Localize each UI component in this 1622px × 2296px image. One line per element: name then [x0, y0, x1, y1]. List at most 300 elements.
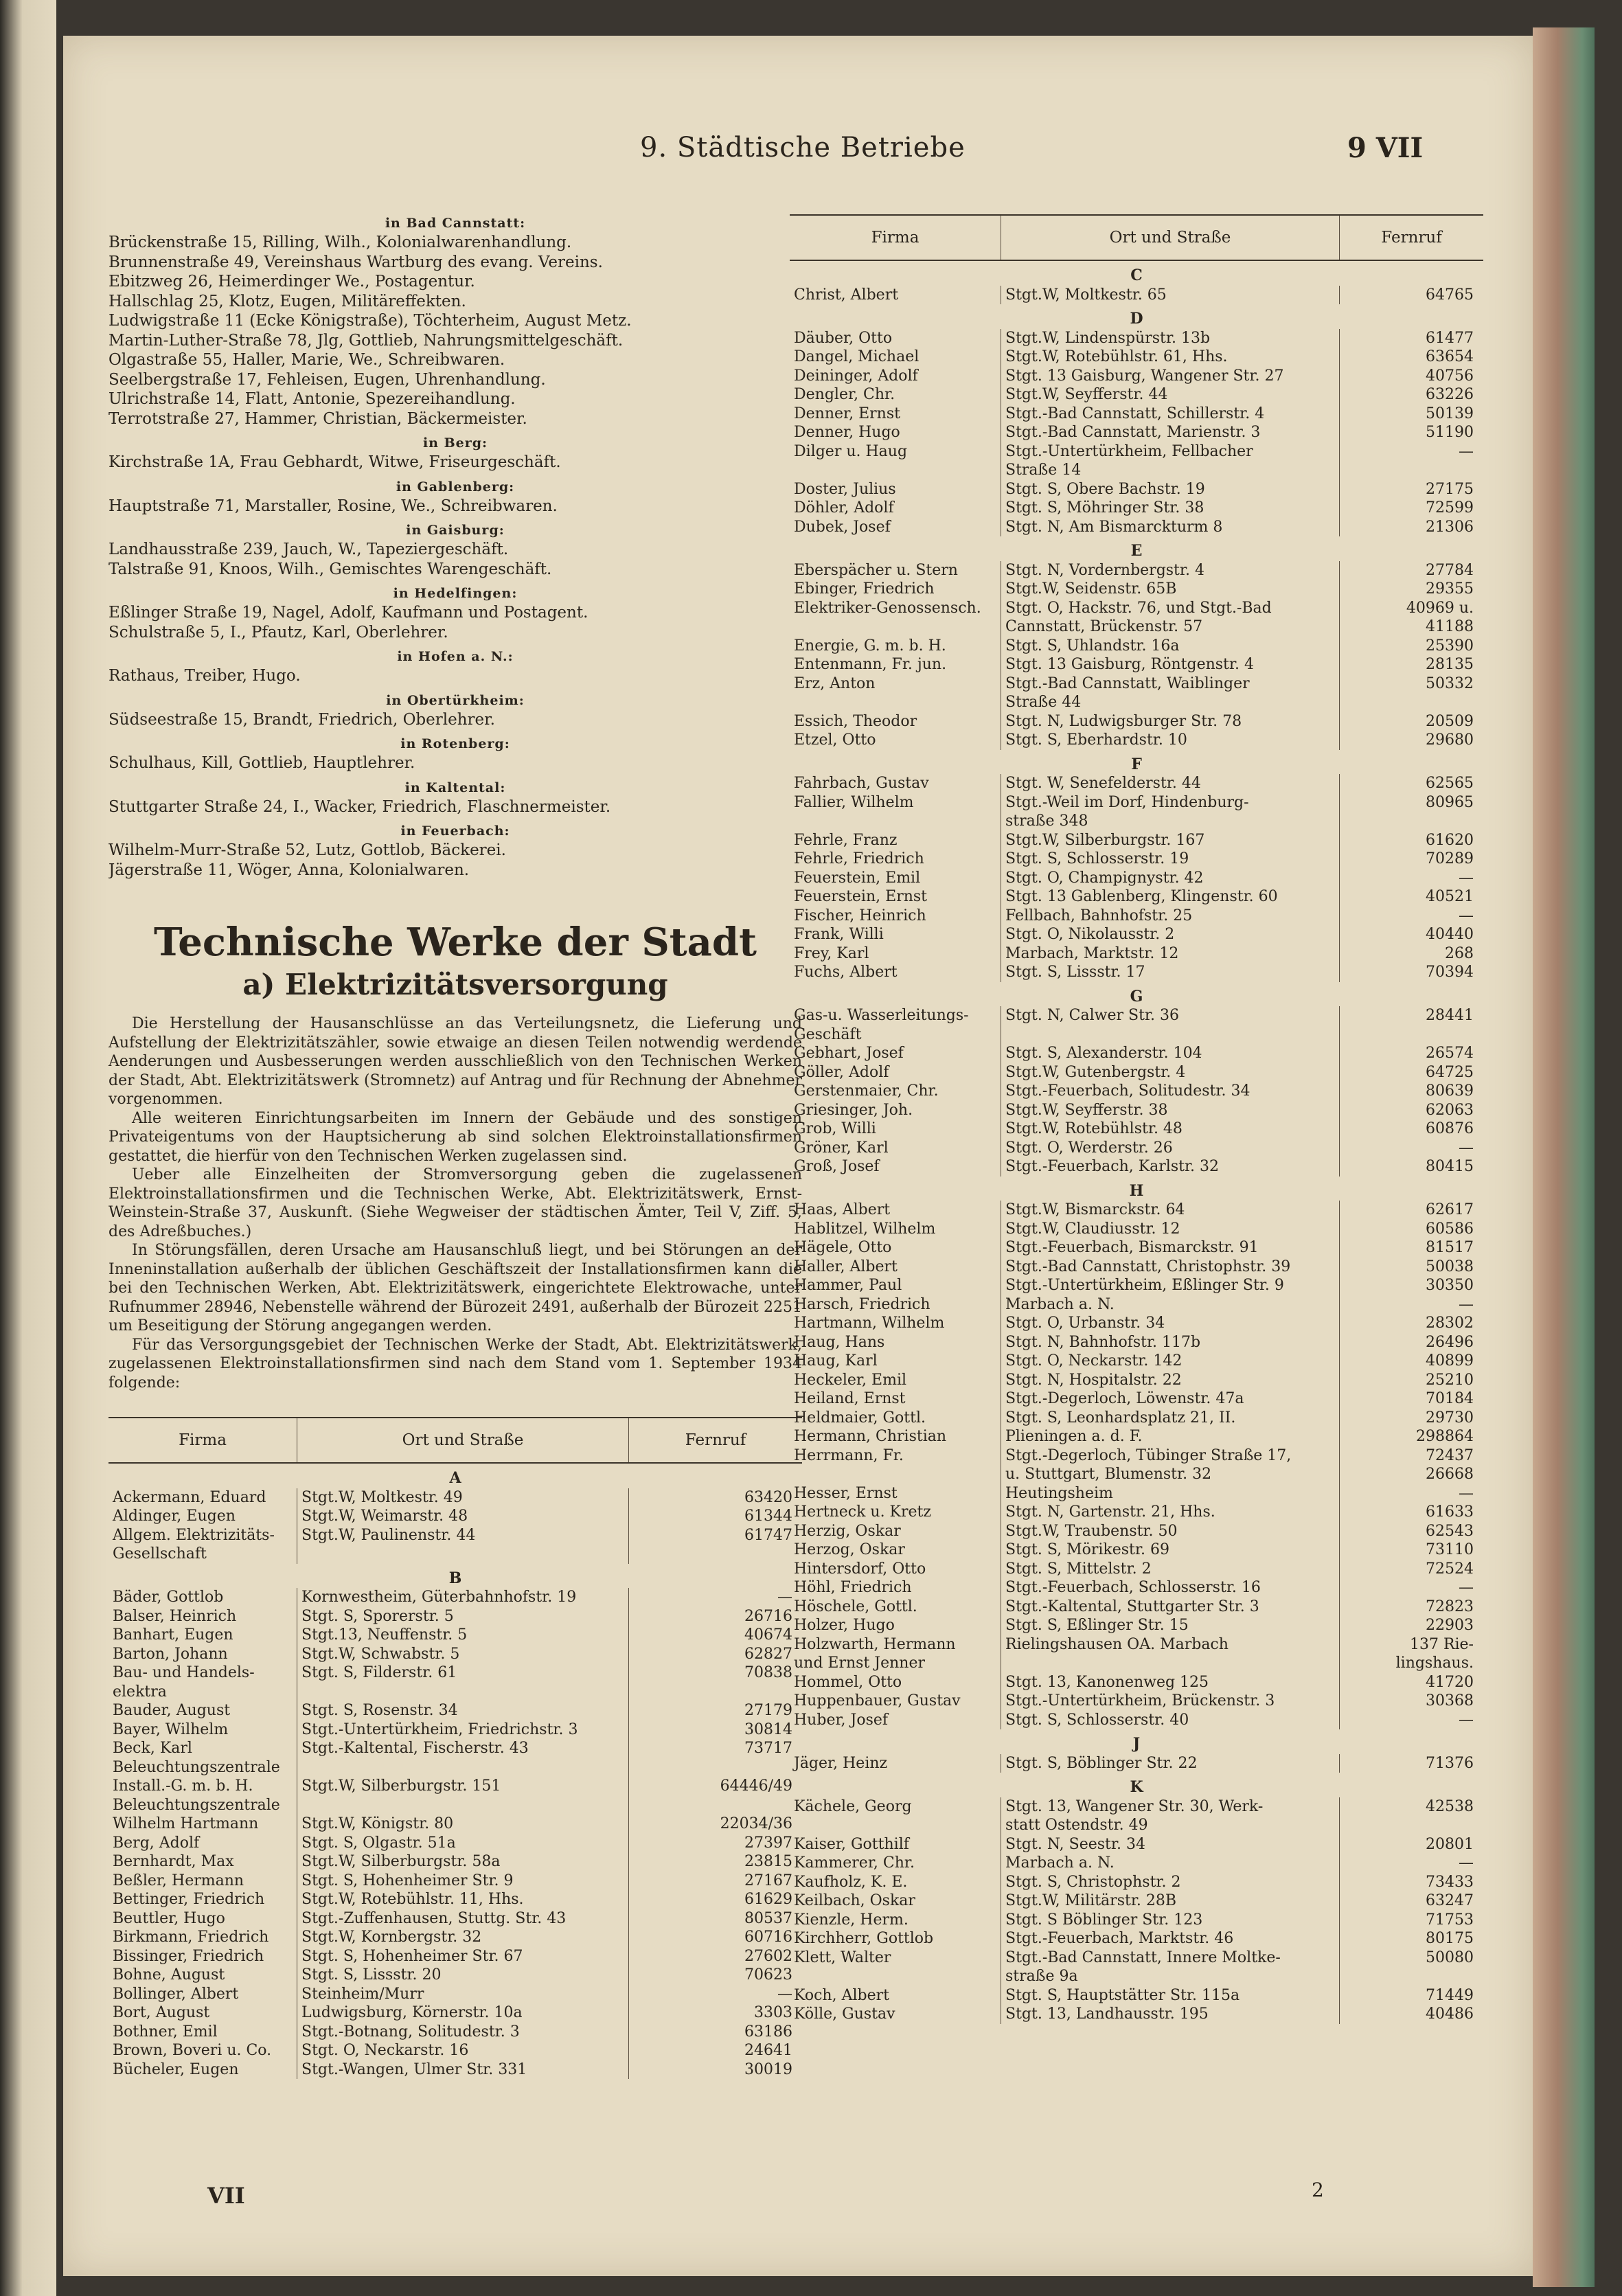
address: Stgt.W, Seidenstr. 65B [1001, 580, 1340, 599]
phone-number: 26716 [629, 1607, 803, 1626]
address: Stgt. S, Christophstr. 2 [1001, 1873, 1340, 1892]
table-row [790, 1967, 1483, 1986]
table-row [790, 518, 1483, 537]
table-row [790, 812, 1483, 831]
firm-name: Essich, Theodor [794, 712, 917, 730]
firm-name: Harsch, Friedrich [794, 1295, 930, 1313]
firm-name: Heldmaier, Gottl. [794, 1409, 926, 1427]
firm-name [790, 812, 1001, 831]
firm-name: Haas, Albert [794, 1201, 891, 1218]
table-row [108, 1815, 802, 1834]
firm-name: Grob, Willi [794, 1120, 876, 1137]
firm-name: Elektriker-Genossensch. [794, 599, 981, 617]
table-row [790, 1371, 1483, 1390]
table-row [790, 580, 1483, 599]
firm-name: Dubek, Josef [794, 518, 891, 536]
table-row [790, 2005, 1483, 2024]
agency-entry: Jägerstraße 11, Wöger, Anna, Kolonialwaren. [108, 861, 470, 879]
address: Stgt. O, Urbanstr. 34 [1001, 1314, 1340, 1333]
phone-number: 64446/49 [629, 1777, 803, 1796]
address: Stgt. S, Lissstr. 17 [1001, 963, 1340, 982]
firm-name [790, 617, 1001, 637]
firm-name: Hertneck u. Kretz [794, 1503, 931, 1521]
table-row [790, 385, 1483, 405]
table-row [790, 1616, 1483, 1635]
firm-name: Hablitzel, Wilhelm [794, 1220, 936, 1238]
phone-number: 30368 [1340, 1692, 1484, 1711]
location-heading: in Obertürkheim: [386, 692, 525, 708]
table-row [790, 1754, 1483, 1773]
table-row [790, 793, 1483, 812]
firm-name: Entenmann, Fr. jun. [794, 656, 947, 673]
address: straße 348 [1001, 812, 1340, 831]
phone-number: 63186 [629, 2023, 803, 2042]
firm-name: Jäger, Heinz [794, 1754, 888, 1772]
firm-name: Holzwarth, Hermann [794, 1635, 956, 1653]
table-row [790, 499, 1483, 518]
firm-name: Klett, Walter [794, 1948, 891, 1966]
table-row [790, 1314, 1483, 1333]
address: Stgt.-Feuerbach, Schlosserstr. 16 [1001, 1578, 1340, 1598]
phone-number: 40756 [1340, 367, 1484, 386]
table-row [108, 2023, 802, 2042]
firm-name: Hommel, Otto [794, 1673, 902, 1691]
phone-number: 62063 [1340, 1101, 1484, 1120]
agency-entry: Eßlinger Straße 19, Nagel, Adolf, Kaufmann und Postagent. [108, 604, 589, 622]
table-row [790, 1295, 1483, 1315]
location-heading: in Feuerbach: [400, 823, 510, 839]
firm-name: Feuerstein, Emil [794, 869, 921, 887]
address [297, 1683, 629, 1702]
address: Stgt. N, Vordernbergstr. 4 [1001, 561, 1340, 580]
address [1001, 1025, 1340, 1045]
table-row [790, 1503, 1483, 1522]
table-row [790, 405, 1483, 424]
page-number-header: 9 VII [1347, 132, 1424, 164]
table-row [108, 1985, 802, 2004]
address: Stgt.W, Weimarstr. 48 [297, 1507, 629, 1526]
table-row [790, 1238, 1483, 1258]
left-column [108, 214, 802, 2079]
address: Stgt. N, Bahnhofstr. 117b [1001, 1333, 1340, 1352]
table-row [790, 1044, 1483, 1063]
address: Stgt. N, Am Bismarckturm 8 [1001, 518, 1340, 537]
firm-name [790, 1967, 1001, 1986]
address: Stgt. S, Uhlandstr. 16a [1001, 637, 1340, 656]
phone-number: 73110 [1340, 1541, 1484, 1560]
phone-number: — [629, 1985, 803, 2004]
phone-number: 25210 [1340, 1371, 1484, 1390]
firm-name: Herzog, Oskar [794, 1541, 905, 1558]
table-row [108, 1607, 802, 1626]
firm-name: Allgem. Elektrizitäts- [113, 1526, 275, 1544]
agency-entry: Schulhaus, Kill, Gottlieb, Hauptlehrer. [108, 754, 415, 772]
table-row [790, 617, 1483, 637]
table-row [790, 1929, 1483, 1948]
firm-name: Bort, August [113, 2004, 210, 2021]
address: Rielingshausen OA. Marbach [1001, 1635, 1340, 1655]
phone-number: 73717 [629, 1739, 803, 1758]
table-row [108, 1909, 802, 1929]
phone-number: 30019 [629, 2060, 803, 2080]
firm-name: Beleuchtungszentrale [113, 1758, 280, 1776]
phone-number: 137 Rie- [1340, 1635, 1484, 1655]
address: Stgt. S, Sporerstr. 5 [297, 1607, 629, 1626]
page-footer-right: 2 [1312, 2179, 1324, 2201]
table-row [790, 1891, 1483, 1911]
firm-name: Dangel, Michael [794, 348, 919, 365]
firm-name: Banhart, Eugen [113, 1626, 233, 1644]
address: Stgt. O, Nikolausstr. 2 [1001, 925, 1340, 944]
firm-name: Döhler, Adolf [794, 499, 894, 516]
address: Stgt.W, Militärstr. 28B [1001, 1891, 1340, 1911]
address: Stgt. 13, Kanonenweg 125 [1001, 1673, 1340, 1692]
firm-name: Hermann, Christian [794, 1428, 947, 1445]
table-row [790, 1522, 1483, 1541]
address: Stgt.W, Lindenspürstr. 13b [1001, 329, 1340, 348]
table-row [108, 1872, 802, 1891]
firm-name: Gebhart, Josef [794, 1045, 904, 1062]
table-row [790, 1101, 1483, 1120]
firm-name: Hartmann, Wilhelm [794, 1315, 945, 1332]
phone-number: 70623 [629, 1966, 803, 1985]
firm-name [790, 461, 1001, 480]
address: Stgt.W, Claudiusstr. 12 [1001, 1220, 1340, 1239]
table-row [790, 1220, 1483, 1239]
agency-entry: Ludwigstraße 11 (Ecke Königstraße), Töchterheim, August Metz. [108, 312, 632, 330]
letter-divider-row [790, 1729, 1483, 1754]
table-row [790, 442, 1483, 462]
phone-number: 60716 [629, 1928, 803, 1947]
address: Stgt.-Bad Cannstatt, Schillerstr. 4 [1001, 405, 1340, 424]
phone-number [1340, 1025, 1484, 1045]
firm-name: Herrmann, Fr. [794, 1446, 904, 1464]
firm-name: Beuttler, Hugo [113, 1909, 225, 1927]
table-row [108, 2041, 802, 2060]
table-row [108, 1928, 802, 1947]
firm-name: Fallier, Wilhelm [794, 793, 914, 811]
address: Stgt. S, Alexanderstr. 104 [1001, 1044, 1340, 1063]
phone-number: 40521 [1340, 887, 1484, 907]
phone-number: 70838 [629, 1663, 803, 1683]
table-row [108, 1739, 802, 1758]
phone-number: 70184 [1340, 1389, 1484, 1409]
firm-name: Balser, Heinrich [113, 1607, 237, 1625]
firm-name: Haug, Karl [794, 1352, 878, 1369]
firm-name: Frey, Karl [794, 944, 869, 962]
phone-number: lingshaus. [1340, 1654, 1484, 1673]
installer-table-right [790, 214, 1483, 2024]
table-row [108, 1947, 802, 1966]
adjacent-page-edge [0, 0, 56, 2296]
phone-number: — [1340, 1139, 1484, 1158]
firm-name: Bollinger, Albert [113, 1985, 239, 2003]
phone-number: — [1340, 442, 1484, 462]
agency-entry: Wilhelm-Murr-Straße 52, Lutz, Gottlob, Bäckerei. [108, 841, 506, 859]
address: Stgt.W, Gutenbergstr. 4 [1001, 1063, 1340, 1082]
firm-name [790, 1816, 1001, 1835]
agency-entry: Brunnenstraße 49, Vereinshaus Wartburg des evang. Vereins. [108, 253, 603, 271]
address: Stgt.W, Silberburgstr. 58a [297, 1852, 629, 1872]
phone-number: 62617 [1340, 1201, 1484, 1220]
address: Stgt. S, Mörikestr. 69 [1001, 1541, 1340, 1560]
location-heading: in Berg: [422, 435, 488, 451]
firm-name: Bäder, Gottlob [113, 1589, 224, 1606]
address: Stgt. S, Böblinger Str. 22 [1001, 1754, 1340, 1773]
address: Stgt. S, Leonhardsplatz 21, II. [1001, 1409, 1340, 1428]
letter-divider: F [1131, 755, 1142, 773]
location-heading: in Gaisburg: [406, 523, 505, 538]
phone-number: 27175 [1340, 480, 1484, 499]
firm-name: Barton, Johann [113, 1645, 228, 1663]
letter-divider-row [790, 750, 1483, 775]
table-row [790, 1276, 1483, 1295]
address: Steinheim/Murr [297, 1985, 629, 2004]
letter-divider: A [449, 1469, 461, 1487]
phone-number: 72599 [1340, 499, 1484, 518]
table-row [790, 1333, 1483, 1352]
phone-number: 80537 [629, 1909, 803, 1929]
agency-entry: Ebitzweg 26, Heimerdinger We., Postagentur. [108, 273, 475, 291]
phone-number: 27602 [629, 1947, 803, 1966]
phone-number: 61633 [1340, 1503, 1484, 1522]
phone-number [1340, 693, 1484, 712]
agency-entry: Terrotstraße 27, Hammer, Christian, Bäckermeister. [108, 409, 527, 428]
firm-name: Bettinger, Friedrich [113, 1891, 265, 1908]
firm-name: Hintersdorf, Otto [794, 1560, 926, 1578]
address: Stgt.-Feuerbach, Karlstr. 32 [1001, 1157, 1340, 1177]
phone-number [629, 1758, 803, 1777]
phone-number: 61477 [1340, 329, 1484, 348]
agency-entry: Brückenstraße 15, Rilling, Wilh., Kolonialwarenhandlung. [108, 234, 572, 251]
table-row [790, 1673, 1483, 1692]
address [297, 1545, 629, 1564]
page-footer-left: VII [207, 2183, 245, 2209]
address: Stgt.W, Silberburgstr. 167 [1001, 831, 1340, 850]
table-row [108, 1777, 802, 1796]
firm-name: Huppenbauer, Gustav [794, 1692, 961, 1709]
phone-number: 20509 [1340, 712, 1484, 731]
address [297, 1758, 629, 1777]
firm-name: Bothner, Emil [113, 2023, 218, 2041]
phone-number: 29730 [1340, 1409, 1484, 1428]
table-row [790, 887, 1483, 907]
firm-name: Heiland, Ernst [794, 1390, 906, 1407]
table-row [790, 461, 1483, 480]
address: Stgt. 13, Wangener Str. 30, Werk- [1001, 1797, 1340, 1817]
table-row [108, 1890, 802, 1909]
phone-number [1340, 812, 1484, 831]
paragraph: In Störungsfällen, deren Ursache am Hausanschluß liegt, und bei Störungen an der Inneninstallation außerhalb der üblichen Geschäftszeit der Installationsfirmen kann die bei den Technischen Werken, Abt. Elektrizitätswerk, eingerichtete Elektrowache, unter Rufnummer 28946, Nebenstelle während der Bürozeit 2491, außerhalb der Bürozeit 2251 um Beseitigung der Störung angegangen werden. [108, 1242, 802, 1334]
phone-number: 81517 [1340, 1238, 1484, 1258]
firm-name: Bissinger, Friedrich [113, 1947, 264, 1965]
firm-name: Dilger u. Haug [794, 442, 908, 460]
table-row [108, 1852, 802, 1872]
phone-number [1340, 461, 1484, 480]
firm-name: Huber, Josef [794, 1711, 889, 1729]
phone-number [629, 1545, 803, 1564]
address: Stgt.-Untertürkheim, Brückenstr. 3 [1001, 1692, 1340, 1711]
firm-name: Beßler, Hermann [113, 1872, 244, 1889]
firm-name: Brown, Boveri u. Co. [113, 2042, 272, 2059]
phone-number: 70394 [1340, 963, 1484, 982]
address: Stgt.W, Moltkestr. 65 [1001, 286, 1340, 305]
phone-number: 60876 [1340, 1119, 1484, 1139]
address: Stgt.W, Traubenstr. 50 [1001, 1522, 1340, 1541]
address: Stgt.W, Silberburgstr. 151 [297, 1777, 629, 1796]
address [297, 1796, 629, 1815]
address: Stgt.-Untertürkheim, Friedrichstr. 3 [297, 1720, 629, 1740]
address: Stgt.W, Bismarckstr. 64 [1001, 1201, 1340, 1220]
paragraph: Ueber alle Einzelheiten der Stromversorgung geben die zugelassenen Elektroinstallationsfirmen und die Technischen Werke, Abt. Elektrizitätswerk, Ernst-Weinstein-Straße 37, Auskunft. (Siehe Wegweiser der städtischen Ämter, Teil V, Ziff. 5, des Adreßbuches.) [108, 1166, 802, 1240]
phone-number: 40440 [1340, 925, 1484, 944]
address: statt Ostendstr. 49 [1001, 1816, 1340, 1835]
table-row [790, 731, 1483, 750]
phone-number: 40674 [629, 1626, 803, 1645]
address: Stgt.W, Moltkestr. 49 [297, 1488, 629, 1508]
phone-number: 60586 [1340, 1220, 1484, 1239]
table-row [790, 1006, 1483, 1025]
firm-name: Gröner, Karl [794, 1139, 889, 1157]
letter-divider: B [448, 1569, 462, 1587]
phone-number: 26668 [1340, 1465, 1484, 1484]
table-row [790, 1025, 1483, 1045]
firm-name: Kienzle, Herm. [794, 1911, 909, 1929]
address: Stgt.W, Seyfferstr. 44 [1001, 385, 1340, 405]
letter-divider: G [1130, 987, 1143, 1005]
table-row [790, 1635, 1483, 1655]
address: Stgt. S, Lissstr. 20 [297, 1966, 629, 1985]
table-row [790, 674, 1483, 694]
address: Stgt. S, Obere Bachstr. 19 [1001, 480, 1340, 499]
firm-name: Ebinger, Friedrich [794, 580, 935, 598]
table-row [790, 944, 1483, 964]
table-row [108, 1526, 802, 1545]
address: Stgt.W, Seyfferstr. 38 [1001, 1101, 1340, 1120]
firm-name: Bayer, Wilhelm [113, 1720, 229, 1738]
firm-name: Erz, Anton [794, 674, 876, 692]
address: Stgt.-Bad Cannstatt, Waiblinger [1001, 674, 1340, 694]
table-row [790, 831, 1483, 850]
phone-number: 61747 [629, 1526, 803, 1545]
agency-entry: Schulstraße 5, I., Pfautz, Karl, Oberlehrer. [108, 623, 448, 641]
firm-name: Bernhardt, Max [113, 1853, 234, 1870]
address: Stgt.-Botnang, Solitudestr. 3 [297, 2023, 629, 2042]
address: Stgt. S, Eßlinger Str. 15 [1001, 1616, 1340, 1635]
table-row [790, 1541, 1483, 1560]
table-row [790, 480, 1483, 499]
table-row [790, 367, 1483, 386]
firm-name: Holzer, Hugo [794, 1617, 895, 1634]
address: Stgt. 13 Gaisburg, Wangener Str. 27 [1001, 367, 1340, 386]
table-row [790, 561, 1483, 580]
address: Stgt.W, Schwabstr. 5 [297, 1645, 629, 1664]
book-page [63, 36, 1533, 2276]
letter-divider-row [790, 260, 1483, 286]
letter-divider-row [790, 1773, 1483, 1797]
book-edge [1533, 27, 1595, 2287]
firm-name: Griesinger, Joh. [794, 1101, 913, 1119]
address: Stgt. N, Ludwigsburger Str. 78 [1001, 712, 1340, 731]
phone-number: 72524 [1340, 1560, 1484, 1579]
firm-name: Frank, Willi [794, 926, 884, 943]
address: Stgt. S, Eberhardstr. 10 [1001, 731, 1340, 750]
address: Heutingsheim [1001, 1484, 1340, 1503]
firm-name: Fahrbach, Gustav [794, 775, 929, 792]
table-row [790, 869, 1483, 888]
address: Stgt.-Bad Cannstatt, Innere Moltke- [1001, 1948, 1340, 1968]
address: Stgt.-Feuerbach, Bismarckstr. 91 [1001, 1238, 1340, 1258]
agency-entry: Martin-Luther-Straße 78, Jlg, Gottlieb, Nahrungsmittelgeschäft. [108, 331, 624, 350]
phone-number: 29355 [1340, 580, 1484, 599]
phone-number: 62565 [1340, 774, 1484, 793]
phone-number: 51190 [1340, 423, 1484, 442]
letter-divider-row [790, 982, 1483, 1007]
firm-name: Wilhelm Hartmann [113, 1815, 259, 1832]
phone-number: 27179 [629, 1701, 803, 1720]
firm-name: Doster, Julius [794, 480, 896, 498]
address: Stgt. S, Hohenheimer Str. 67 [297, 1947, 629, 1966]
agency-entry: Rathaus, Treiber, Hugo. [108, 667, 301, 685]
phone-number: 71376 [1340, 1754, 1484, 1773]
phone-number: 41720 [1340, 1673, 1484, 1692]
phone-number: 62827 [629, 1645, 803, 1664]
letter-divider-row [790, 1177, 1483, 1201]
firm-name: Fehrle, Friedrich [794, 850, 924, 867]
phone-number: 73433 [1340, 1873, 1484, 1892]
address: straße 9a [1001, 1967, 1340, 1986]
firm-name: Hesser, Ernst [794, 1484, 898, 1502]
letter-divider: E [1130, 542, 1143, 560]
address: Stgt.-Feuerbach, Marktstr. 46 [1001, 1929, 1340, 1948]
table-row [108, 1701, 802, 1720]
table-row [790, 286, 1483, 305]
firm-name: Fehrle, Franz [794, 831, 898, 849]
table-row [790, 712, 1483, 731]
location-heading: in Gablenberg: [396, 479, 515, 495]
agency-entry: Talstraße 91, Knoos, Wilh., Gemischtes Warengeschäft. [108, 560, 552, 578]
phone-number: 80175 [1340, 1929, 1484, 1948]
phone-number: 50038 [1340, 1258, 1484, 1277]
column-header-ort: Ort und Straße [1001, 215, 1340, 260]
letter-divider-row [790, 536, 1483, 561]
table-row [108, 1507, 802, 1526]
table-row [790, 1446, 1483, 1466]
firm-name: elektra [113, 1683, 167, 1701]
agency-entry: Ulrichstraße 14, Flatt, Antonie, Spezereihandlung. [108, 390, 516, 408]
phone-number: 80415 [1340, 1157, 1484, 1177]
address: Stgt. S, Rosenstr. 34 [297, 1701, 629, 1720]
table-row [790, 1711, 1483, 1730]
address: Kornwestheim, Güterbahnhofstr. 19 [297, 1588, 629, 1607]
phone-number: — [1340, 1295, 1484, 1315]
address: Stgt.-Weil im Dorf, Hindenburg- [1001, 793, 1340, 812]
firm-name: Kächele, Georg [794, 1797, 912, 1815]
address: Stgt. S, Mittelstr. 2 [1001, 1560, 1340, 1579]
address: Stgt.-Untertürkheim, Fellbacher [1001, 442, 1340, 462]
firm-name: Birkmann, Friedrich [113, 1929, 269, 1946]
address: Stgt.W, Königstr. 80 [297, 1815, 629, 1834]
address: Stgt. S, Hohenheimer Str. 9 [297, 1872, 629, 1891]
phone-number: 63226 [1340, 385, 1484, 405]
phone-number [1340, 1816, 1484, 1835]
phone-number: 28135 [1340, 655, 1484, 674]
table-row [790, 1157, 1483, 1177]
phone-number: 64725 [1340, 1063, 1484, 1082]
table-row [790, 1578, 1483, 1598]
table-row [790, 599, 1483, 618]
table-row [790, 329, 1483, 348]
